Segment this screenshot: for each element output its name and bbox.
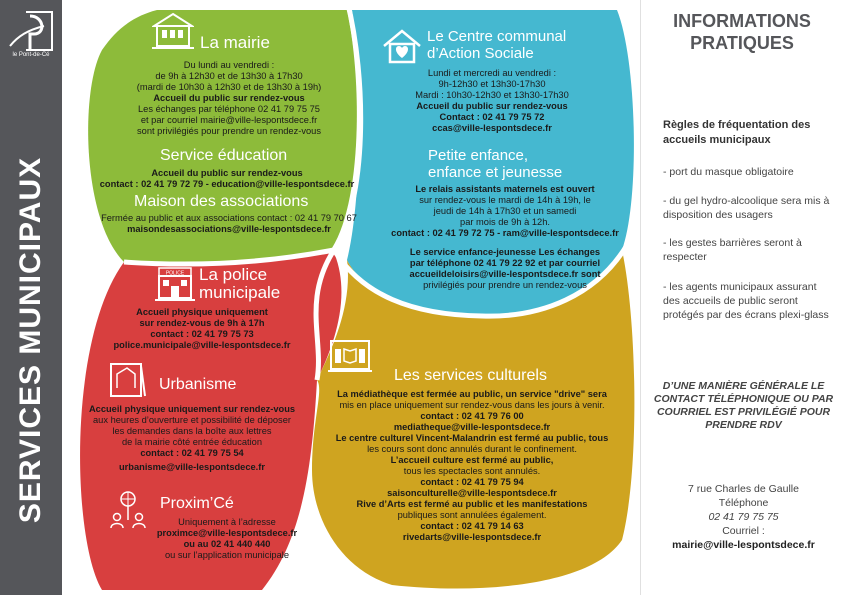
services-panel	[62, 0, 640, 595]
rule-item: - les agents municipaux assurant des accueils de public seront protégés par des écrans plexi-glass	[663, 281, 829, 321]
police-line: contact : 02 41 79 75 73	[150, 329, 254, 339]
enfance-title	[428, 147, 562, 181]
culture-line: contact : 02 41 79 75 94	[420, 477, 524, 487]
ccas-line: Mardi : 10h30-12h30 et 13h30-17h30	[415, 90, 569, 100]
enfance-line: jeudi de 14h à 17h30 et un samedi	[433, 206, 577, 216]
culture-line: Le centre culturel Vincent-Malandrin est fermé au public, tous	[335, 433, 609, 443]
culture-text	[317, 389, 627, 543]
culture-line: mis en place uniquement sur rendez-vous dans les jours à venir.	[339, 400, 605, 410]
culture-line: mediatheque@ville-lespontsdece.fr	[393, 422, 551, 432]
urbanisme-title: Urbanisme	[159, 376, 237, 393]
enfance-line: accueildeloisirs@ville-lespontsdece.fr sont	[409, 269, 601, 279]
police-line: sur rendez-vous de 9h à 17h	[139, 318, 265, 328]
mairie-line: Du lundi au vendredi :	[183, 60, 275, 70]
enfance-line: Le service enfance-jeunesse Les échanges	[409, 247, 601, 257]
associations-line: Fermée au public et aux associations contact : 02 41 79 70 67	[101, 213, 357, 223]
proximce-line: proximce@ville-lespontsdece.fr	[156, 528, 298, 538]
info-heading-line: PRATIQUES	[690, 33, 794, 53]
rules-title: Règles de fréquentation des accueils municipaux	[663, 119, 811, 146]
urbanisme-text	[72, 404, 312, 473]
mairie-line: Accueil du public sur rendez-vous	[153, 93, 305, 103]
proximce-title: Proxim’Cé	[160, 495, 234, 512]
urbanisme-line: les demandes dans la boîte aux lettres	[112, 426, 272, 436]
mairie-line: sont privilégiés pour prendre un rendez-vous	[137, 126, 321, 136]
ccas-title	[427, 28, 566, 62]
police-title-line: municipale	[199, 283, 281, 302]
library-icon	[328, 335, 372, 373]
enfance-line: Le relais assistants maternels est ouvert	[415, 184, 595, 194]
mairie-line: de 9h à 12h30 et de 13h30 à 17h30	[155, 71, 303, 81]
phone-number: 02 41 79 75 75	[708, 511, 779, 523]
culture-line: La médiathèque est fermée au public, un service "drive" sera	[337, 389, 607, 399]
culture-line: rivedarts@ville-lespontsdece.fr	[402, 532, 542, 542]
proximce-line: ou sur l’application municipale	[164, 550, 290, 560]
associations-text	[84, 213, 374, 235]
culture-line: Rive d’Arts est fermé au public et les manifestations	[356, 499, 588, 509]
ccas-line: ccas@ville-lespontsdece.fr	[432, 123, 552, 133]
education-line: contact : 02 41 79 72 79 - education@ville-lespontsdece.fr	[99, 179, 355, 189]
ccas-line: 9h-12h30 et 13h30-17h30	[438, 79, 546, 89]
enfance-title-line: Petite enfance,	[428, 147, 529, 164]
education-line: Accueil du public sur rendez-vous	[151, 168, 303, 178]
education-text	[92, 168, 362, 190]
mairie-text	[104, 60, 354, 137]
email-link[interactable]: mairie@ville-lespontsdece.fr	[672, 539, 815, 551]
urbanisme-line: de la mairie côté entrée éducation	[121, 437, 263, 447]
mairie-line: et par courriel mairie@ville-lespontsdece.fr	[140, 115, 318, 125]
address-line: 7 rue Charles de Gaulle	[688, 483, 799, 495]
enfance-line: privilégiés pour prendre un rendez-vous	[423, 280, 587, 290]
police-line: Accueil physique uniquement	[136, 307, 268, 317]
proximce-line: ou au 02 41 440 440	[183, 539, 271, 549]
proximce-line: Uniquement à l’adresse	[178, 517, 276, 527]
rule-item: - port du masque obligatoire	[663, 166, 794, 178]
address-block	[651, 482, 836, 552]
info-panel	[640, 0, 842, 595]
enfance-text	[380, 184, 630, 291]
police-station-icon	[155, 266, 195, 302]
enfance-line: sur rendez-vous le mardi de 14h à 19h, le	[419, 195, 591, 205]
general-notice: D’UNE MANIÈRE GÉNÉRALE LE CONTACT TÉLÉPHONIQUE OU PAR COURRIEL EST PRIVILÉGIÉ POUR PRENDRE RDV	[653, 380, 834, 431]
culture-line: contact : 02 41 79 76 00	[420, 411, 524, 421]
police-text	[92, 307, 312, 351]
mairie-line: (mardi de 10h30 à 12h30 et de 13h30 à 19h)	[136, 82, 322, 92]
police-badge-text: POLICE	[165, 270, 185, 277]
sidebar-title: SERVICES MUNICIPAUX	[14, 156, 47, 524]
mairie-title: La mairie	[200, 33, 270, 52]
town-hall-icon	[152, 12, 194, 50]
logo-text: le Pont-de-Cé	[12, 52, 50, 58]
ccas-line: Accueil du public sur rendez-vous	[416, 101, 568, 111]
urbanisme-line: contact : 02 41 79 75 54	[140, 448, 244, 458]
culture-line: contact : 02 41 79 14 63	[420, 521, 524, 531]
phone-label: Téléphone	[718, 497, 769, 509]
enfance-title-line: enfance et jeunesse	[428, 164, 563, 181]
rule-item: - les gestes barrières seront à respecter	[663, 237, 802, 263]
culture-line: L’accueil culture est fermé au public,	[390, 455, 554, 465]
blueprint-icon	[107, 360, 147, 400]
email-label: Courriel :	[722, 525, 765, 537]
education-title: Service éducation	[160, 147, 288, 164]
house-heart-icon	[382, 28, 422, 64]
culture-title: Les services culturels	[394, 367, 547, 384]
police-title	[199, 266, 280, 302]
sidebar	[0, 0, 62, 595]
culture-line: publiques sont annulées également.	[397, 510, 547, 520]
rule-item: - du gel hydro-alcoolique sera mis à disposition des usagers	[663, 195, 830, 221]
ccas-title-line: d’Action Sociale	[427, 45, 534, 62]
mairie-line: Les échanges par téléphone 02 41 79 75 75	[138, 104, 320, 114]
ccas-text	[392, 68, 592, 134]
enfance-line: par mois de 9h à 12h.	[460, 217, 550, 227]
police-title-line: La police	[199, 265, 268, 284]
urbanisme-line: aux heures d’ouverture et possibilité de déposer	[93, 415, 291, 425]
info-heading-line: INFORMATIONS	[673, 11, 811, 31]
ccas-line: Contact : 02 41 79 75 72	[439, 112, 545, 122]
enfance-line: par téléphone 02 41 79 22 92 et par courriel	[409, 258, 601, 268]
ccas-line: Lundi et mercredi au vendredi :	[427, 68, 557, 78]
police-line: police.municipale@ville-lespontsdece.fr	[113, 340, 291, 350]
urbanisme-line: Accueil physique uniquement sur rendez-vous	[88, 404, 296, 414]
culture-line: les cours sont donc annulés durant le confinement.	[367, 444, 577, 454]
proximce-text	[142, 517, 312, 561]
urbanisme-line: urbanisme@ville-lespontsdece.fr	[119, 462, 265, 472]
enfance-line: contact : 02 41 79 72 75 - ram@ville-lespontsdece.fr	[391, 228, 619, 238]
info-heading	[641, 10, 842, 54]
associations-line: maisondesassociations@ville-lespontsdece.fr	[127, 224, 331, 234]
culture-line: saisonculturelle@ville-lespontsdece.fr	[387, 488, 557, 498]
ccas-title-line: Le Centre communal	[427, 28, 567, 45]
associations-title: Maison des associations	[134, 193, 309, 210]
culture-line: tous les spectacles sont annulés.	[403, 466, 541, 476]
